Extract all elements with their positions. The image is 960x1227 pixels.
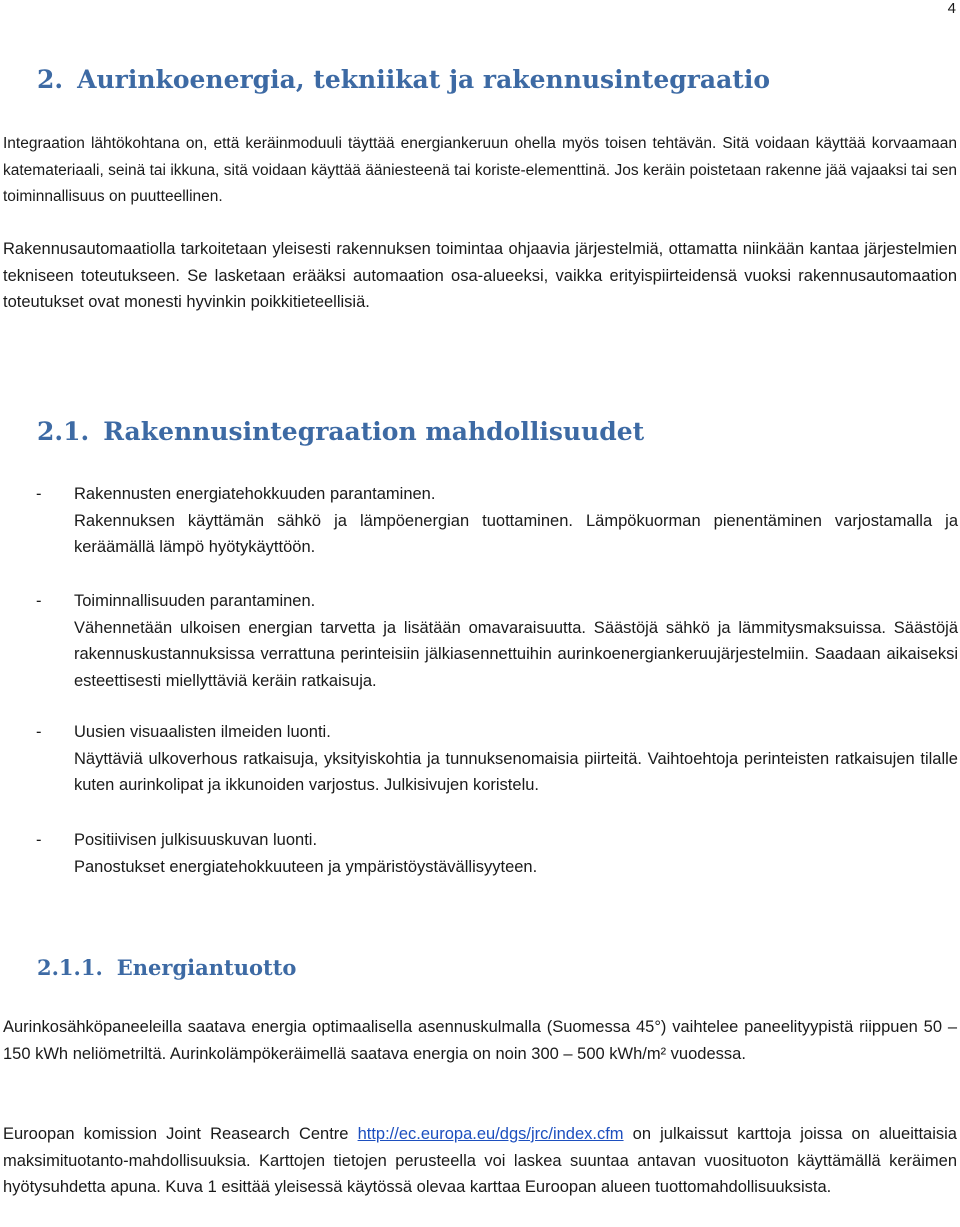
bullet-item <box>36 588 958 694</box>
subsubsection-title: Energiantuotto <box>116 955 297 980</box>
bullet-item <box>36 481 958 561</box>
bullet-body: Rakennuksen käyttämän sähkö ja lämpöenergian tuottaminen. Lämpökuorman pienentäminen varjostamalla ja keräämällä lämpö hyötykäyttöön. <box>74 511 958 556</box>
bullet-heading: Rakennusten energiatehokkuuden parantaminen. <box>74 485 436 503</box>
bullet-body: Vähennetään ulkoisen energian tarvetta ja lisätään omavaraisuutta. Säästöjä sähkö ja lämmitysmaksuissa. Säästöjä rakennuskustannuksissa verrattuna perinteisiin jälkiasennettuihin aurinkoenergiankeruujärjestelmiin. Saadaan aikaiseksi esteettisesti miellyttäviä keräin ratkaisuja. <box>74 618 958 690</box>
bullet-item <box>36 827 958 880</box>
bullet-dash: - <box>36 592 42 610</box>
intro-paragraph: Integraation lähtökohtana on, että keräinmoduuli täyttää energiankeruun ohella myös toisen tehtävän. Sitä voidaan käyttää korvaamaan katemateriaali, seinä tai ikkuna, sitä voidaan käyttää ääniesteenä tai koriste-elementtinä. Jos keräin poistetaan rakenne jää vajaaksi tai sen toiminnallisuus on puutteellinen. <box>3 135 957 205</box>
bullet-item <box>36 719 958 799</box>
automation-paragraph: Rakennusautomaatiolla tarkoitetaan yleisesti rakennuksen toimintaa ohjaavia järjestelmiä, ottamatta niinkään kantaa järjestelmien tekniseen toteutukseen. Se lasketaan erääksi automaation osa-alueeksi, vaikka erityispiirteidensä vuoksi rakennusautomaation toteutukset ovat monesti hyvinkin poikkitieteellisiä. <box>3 240 957 311</box>
section-title: Aurinkoenergia, tekniikat ja rakennusintegraatio <box>77 65 771 94</box>
bullet-dash: - <box>36 485 42 503</box>
bullet-dash: - <box>36 831 42 849</box>
subsection-number: 2.1. <box>37 417 90 446</box>
subsubsection-number: 2.1.1. <box>37 955 103 980</box>
jrc-text-after: on julkaissut karttoja joissa on alueittaisia maksimituotanto-mahdollisuuksia. Karttojen tietojen perusteella voi laskea suuntaa antavan vuosituoton käyttämällä keräimen hyötysuhdetta apuna. Kuva 1 esittää yleisessä käytössä olevaa karttaa Euroopan alueen tuottomahdollisuuksista. <box>3 1125 957 1196</box>
bullet-body: Näyttäviä ulkoverhous ratkaisuja, yksityiskohtia ja tunnuksenomaisia piirteitä. Vaihtoehtoja perinteisten ratkaisujen tilalle kuten aurinkolipat ja ikkunoiden varjostus. Julkisivujen koristelu. <box>74 749 958 794</box>
bullet-dash: - <box>36 723 42 741</box>
subsection-heading <box>37 414 644 450</box>
energy-paragraph: Aurinkosähköpaneeleilla saatava energia optimaalisella asennuskulmalla (Suomessa 45°) vaihtelee paneelityypistä riippuen 50 – 150 kWh neliömetriltä. Aurinkolämpökeräimellä saatava energia on noin 300 – 500 kWh/m² vuodessa. <box>3 1018 957 1063</box>
jrc-link[interactable]: http://ec.europa.eu/dgs/jrc/index.cfm <box>357 1125 624 1143</box>
jrc-text-before: Euroopan komission Joint Reasearch Centre <box>3 1125 358 1143</box>
jrc-paragraph <box>3 1121 957 1201</box>
bullet-heading: Toiminnallisuuden parantaminen. <box>74 592 316 610</box>
bullet-heading: Positiivisen julkisuuskuvan luonti. <box>74 831 318 849</box>
bullet-heading: Uusien visuaalisten ilmeiden luonti. <box>74 723 331 741</box>
section-heading <box>37 62 770 98</box>
bullet-body: Panostukset energiatehokkuuteen ja ympäristöystävällisyyteen. <box>74 857 538 876</box>
subsubsection-heading <box>37 952 296 984</box>
subsection-title: Rakennusintegraation mahdollisuudet <box>103 417 645 446</box>
page-number: 4 <box>947 0 956 17</box>
section-number: 2. <box>37 65 64 94</box>
